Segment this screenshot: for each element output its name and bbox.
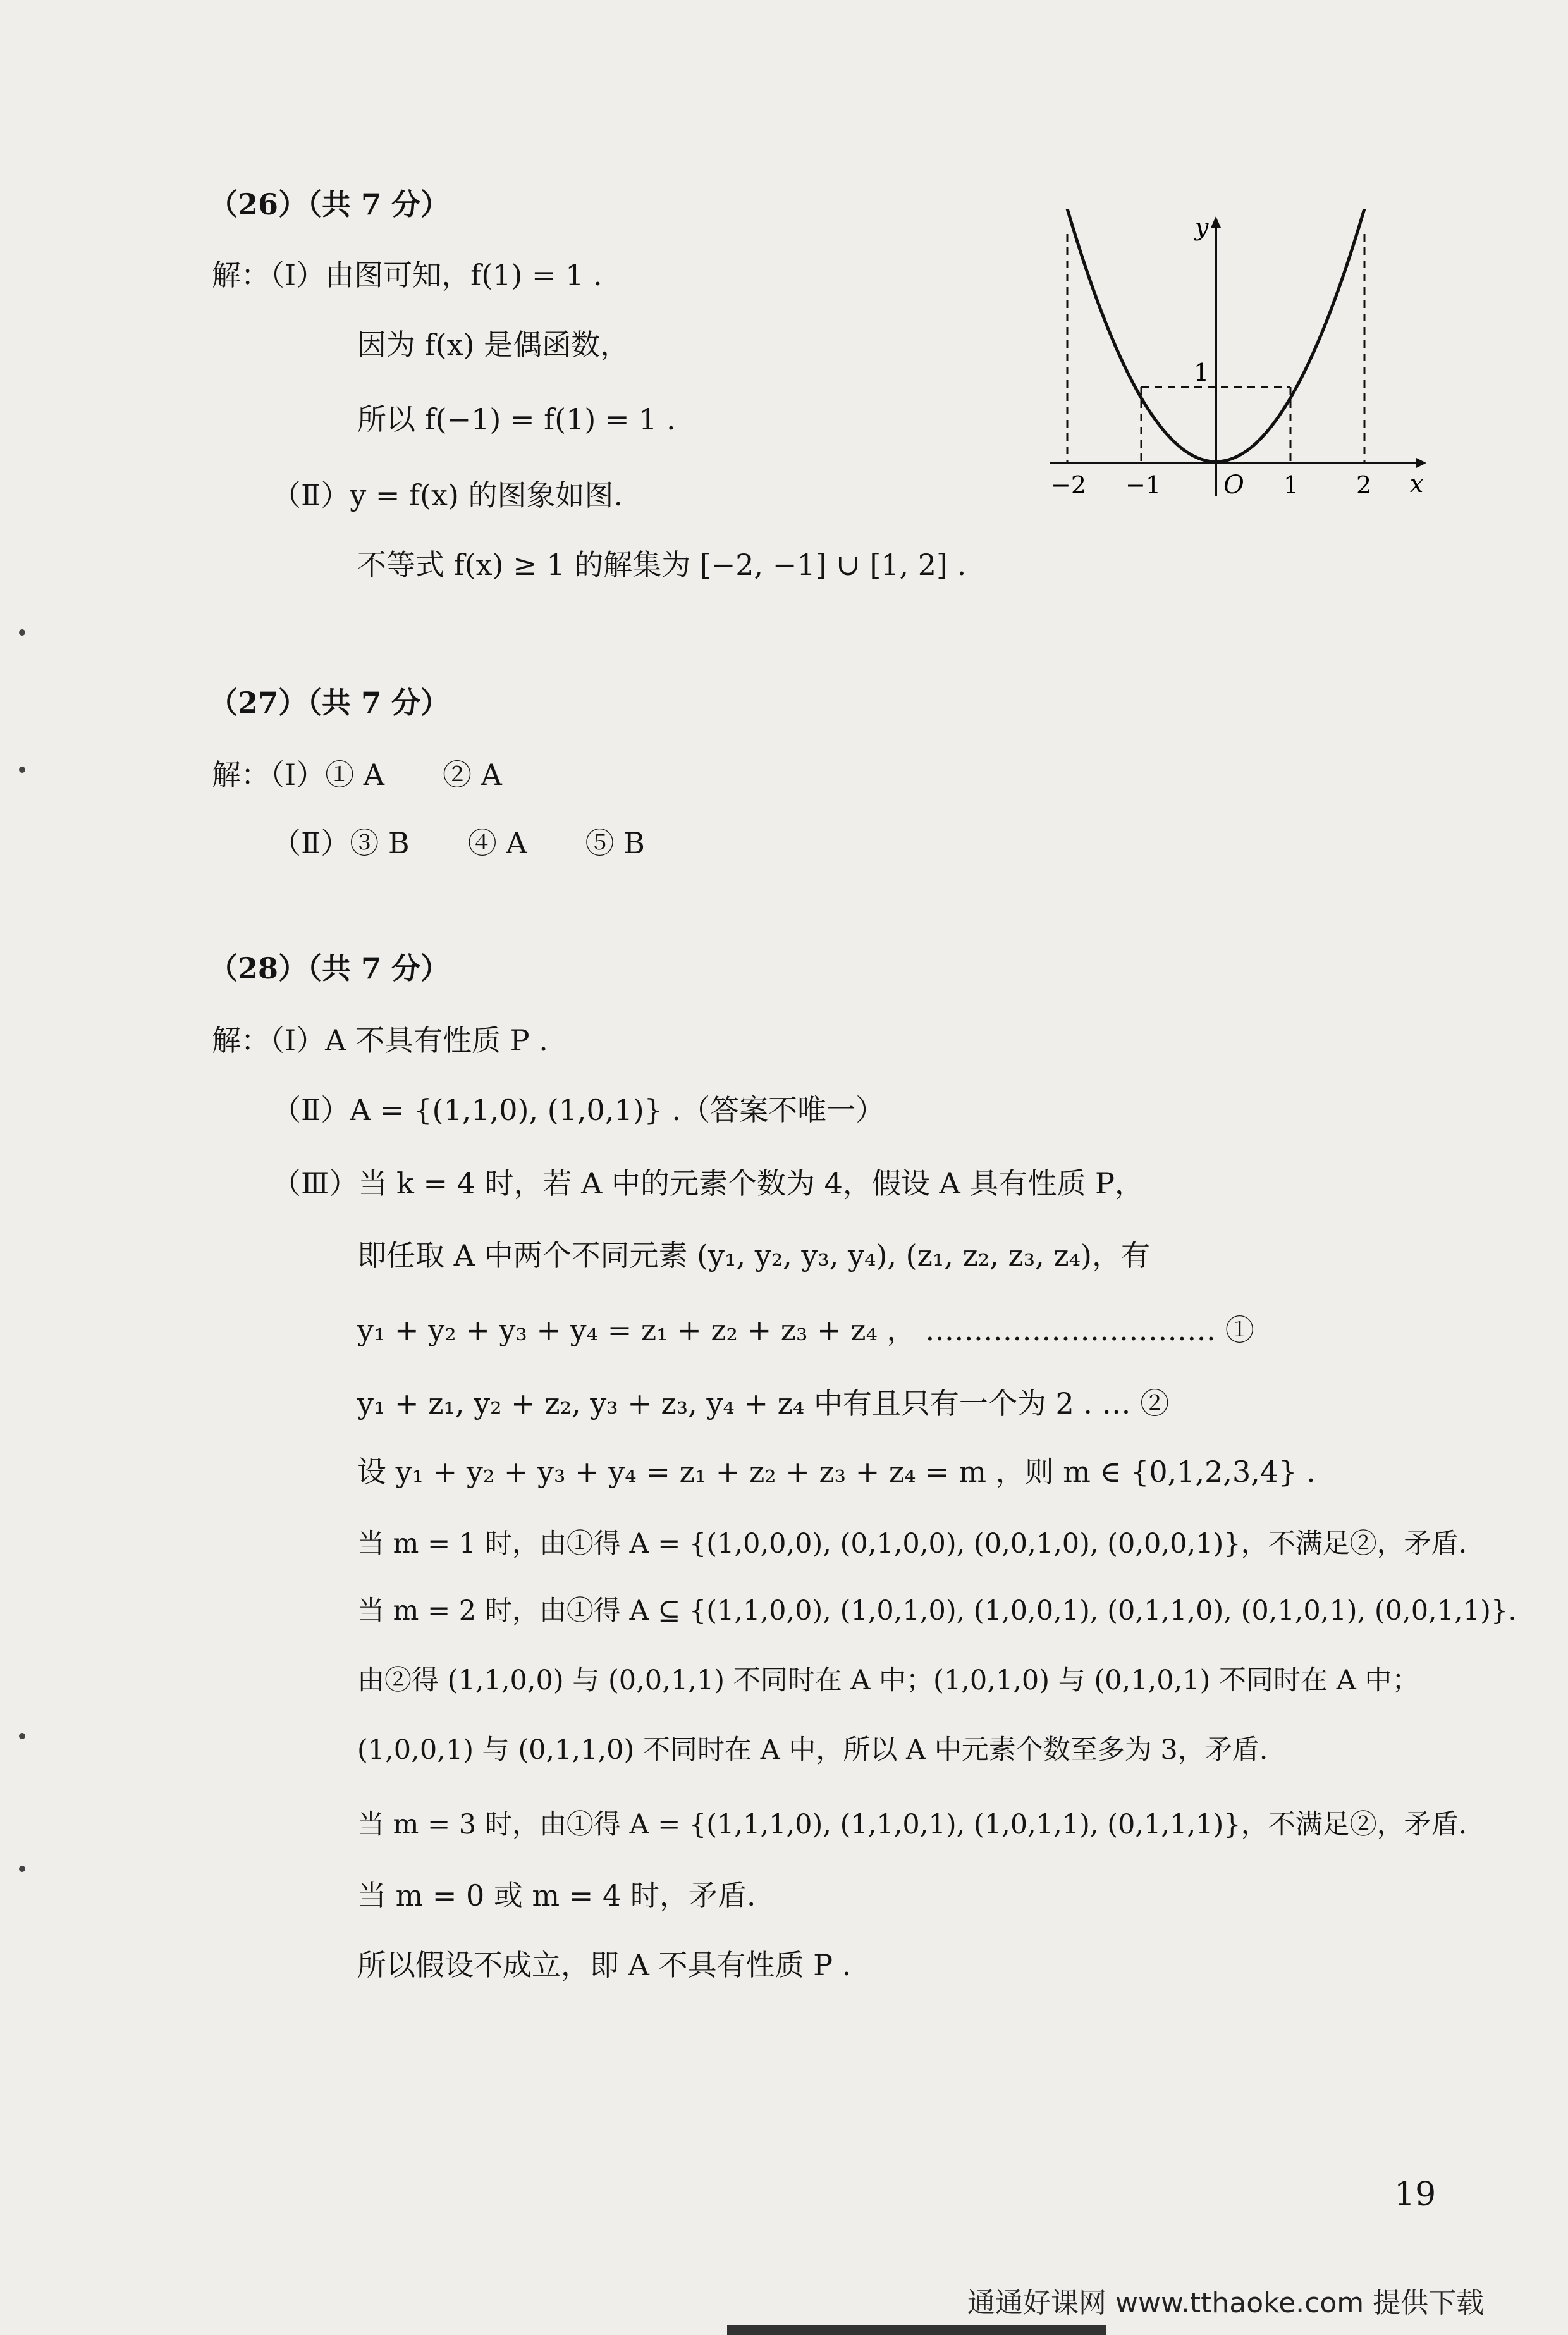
q28-line-8: 当 m = 1 时，由①得 A = {(1,0,0,0), (0,1,0,0), (0,0,1,0), (0,0,0,1)}，不满足②，矛盾. <box>357 1528 1467 1560</box>
q28-line-14: 所以假设不成立，即 A 不具有性质 P . <box>357 1948 852 1982</box>
binding-hole-mark <box>19 629 25 636</box>
q28-title: （28）（共 7 分） <box>209 951 450 985</box>
scan-edge-shadow <box>727 2325 1106 2335</box>
q28-line-4: 即任取 A 中两个不同元素 (y₁, y₂, y₃, y₄), (z₁, z₂, z₃, z₄)，有 <box>357 1238 1150 1272</box>
q27-line-1: 解：（Ⅰ）① A ② A <box>212 758 502 792</box>
q28-line-3: （Ⅲ）当 k = 4 时，若 A 中的元素个数为 4，假设 A 具有性质 P， <box>272 1166 1144 1200</box>
q26-line-4: （Ⅱ）y = f(x) 的图象如图. <box>272 478 623 512</box>
page-number: 19 <box>1394 2176 1436 2214</box>
y-axis-arrow <box>1211 216 1221 228</box>
x-tick-2: 2 <box>1356 471 1372 499</box>
binding-hole-mark <box>19 1733 25 1739</box>
q28-line-10: 由②得 (1,1,0,0) 与 (0,0,1,1) 不同时在 A 中；(1,0,1,0) 与 (0,1,0,1) 不同时在 A 中； <box>357 1665 1419 1696</box>
q28-line-11: (1,0,0,1) 与 (0,1,1,0) 不同时在 A 中，所以 A 中元素个数至多为 3，矛盾. <box>357 1734 1268 1766</box>
x-axis-label: x <box>1410 470 1424 498</box>
q27-title: （27）（共 7 分） <box>209 686 450 720</box>
q27-line-2: （Ⅱ）③ B ④ A ⑤ B <box>272 826 645 860</box>
x-tick-neg2: −2 <box>1051 471 1087 499</box>
footer-watermark: 通通好课网 www.tthaoke.com 提供下载 <box>967 2287 1485 2319</box>
q26-line-2: 因为 f(x) 是偶函数， <box>357 328 630 362</box>
q28-line-12: 当 m = 3 时，由①得 A = {(1,1,1,0), (1,1,0,1), (1,0,1,1), (0,1,1,1)}，不满足②，矛盾. <box>357 1809 1467 1840</box>
y-tick-1: 1 <box>1194 359 1210 386</box>
q26-line-3: 所以 f(−1) = f(1) = 1 . <box>357 402 676 436</box>
q28-line-2: （Ⅱ）A = {(1,1,0), (1,0,1)} .（答案不唯一） <box>272 1093 885 1127</box>
q28-line-1: 解：（Ⅰ）A 不具有性质 P . <box>212 1023 548 1057</box>
function-graph <box>1037 209 1429 506</box>
q28-eq-2: y₁ + z₁, y₂ + z₂, y₃ + z₃, y₄ + z₄ 中有且只有一个为 2 . … ② <box>357 1386 1170 1420</box>
q26-title: （26）（共 7 分） <box>209 187 450 221</box>
q28-line-9: 当 m = 2 时，由①得 A ⊆ {(1,1,0,0), (1,0,1,0), (1,0,0,1), (0,1,1,0), (0,1,0,1), (0,0,1,1)}. <box>357 1595 1517 1627</box>
y-axis-label: y <box>1195 213 1209 241</box>
q28-line-7: 设 y₁ + y₂ + y₃ + y₄ = z₁ + z₂ + z₃ + z₄ = m ，则 m ∈ {0,1,2,3,4} . <box>357 1455 1316 1489</box>
x-axis-arrow <box>1416 458 1426 468</box>
x-tick-neg1: −1 <box>1125 471 1161 499</box>
q28-line-13: 当 m = 0 或 m = 4 时，矛盾. <box>357 1878 756 1913</box>
x-tick-1: 1 <box>1283 471 1299 499</box>
q28-eq-1: y₁ + y₂ + y₃ + y₄ = z₁ + z₂ + z₃ + z₄ ， ………………………… ① <box>357 1313 1254 1347</box>
q26-line-1: 解：（Ⅰ）由图可知，f(1) = 1 . <box>212 258 603 292</box>
q26-line-5: 不等式 f(x) ≥ 1 的解集为 [−2, −1] ∪ [1, 2] . <box>357 548 967 582</box>
binding-hole-mark <box>19 767 25 773</box>
origin-label: O <box>1223 471 1244 500</box>
binding-hole-mark <box>19 1866 25 1872</box>
